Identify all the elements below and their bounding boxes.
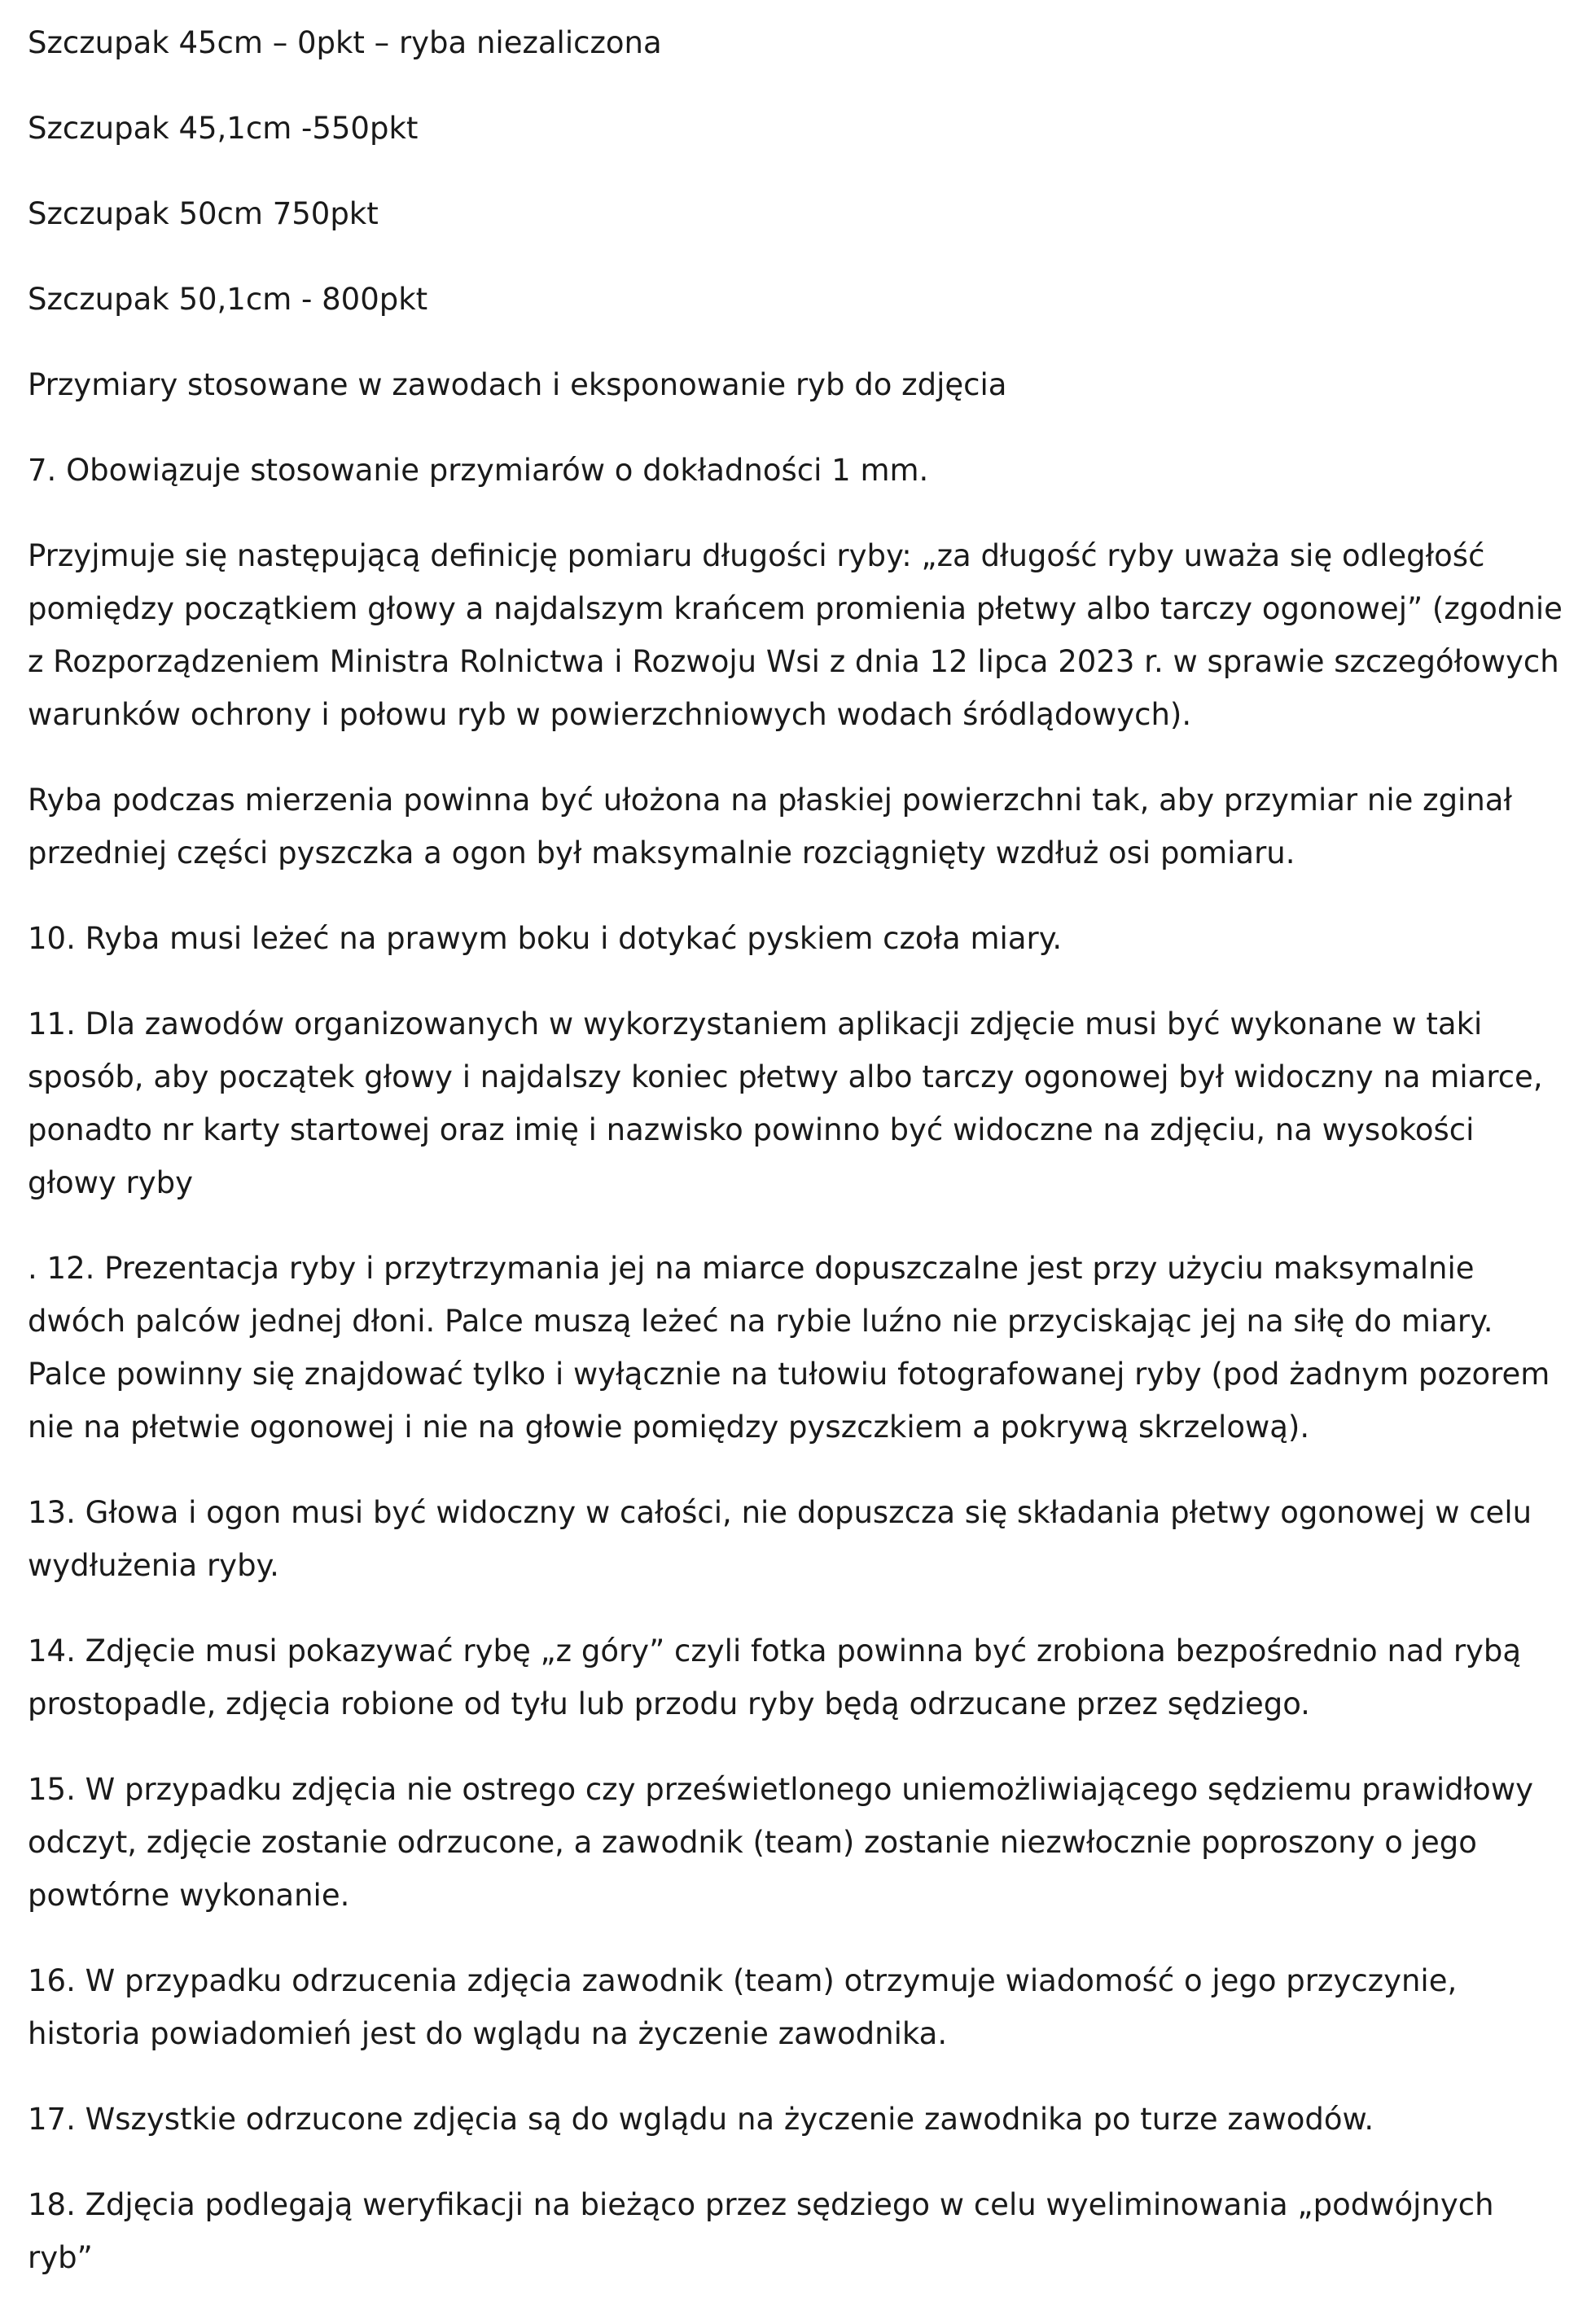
text-line: 11. Dla zawodów organizowanych w wykorzystaniem aplikacji zdjęcie musi być wykonane w taki	[28, 1006, 1483, 1041]
text-line: ponadto nr karty startowej oraz imię i nazwisko powinno być widoczne na zdjęciu, na wysokości	[28, 1112, 1475, 1147]
document-page	[28, 16, 1563, 2317]
text-line: Ryba podczas mierzenia powinna być ułożona na płaskiej powierzchni tak, aby przymiar nie zginał	[28, 783, 1512, 818]
text-line: wydłużenia ryby.	[28, 1548, 279, 1583]
text-line: nie na płetwie ogonowej i nie na głowie pomiędzy pyszczkiem a pokrywą skrzelową).	[28, 1410, 1310, 1445]
paragraph-rule-12	[28, 1242, 1563, 1454]
paragraph-measuring	[28, 774, 1563, 879]
text-line: Szczupak 45cm – 0pkt – ryba niezaliczona	[28, 25, 662, 60]
text-line: 10. Ryba musi leżeć na prawym boku i dotykać pyskiem czoła miary.	[28, 921, 1063, 956]
text-line: warunków ochrony i połowu ryb w powierzchniowych wodach śródlądowych).	[28, 697, 1192, 732]
paragraph-score-1	[28, 16, 1563, 69]
text-line: 13. Głowa i ogon musi być widoczny w całości, nie dopuszcza się składania płetwy ogonowej w celu	[28, 1495, 1532, 1530]
text-line: dwóch palców jednej dłoni. Palce muszą leżeć na rybie luźno nie przyciskając jej na siłę do miary.	[28, 1304, 1493, 1339]
text-line: pomiędzy początkiem głowy a najdalszym krańcem promienia płetwy albo tarczy ogonowej” (zgodnie	[28, 591, 1563, 626]
text-line: 17. Wszystkie odrzucone zdjęcia są do wglądu na życzenie zawodnika po turze zawodów.	[28, 2102, 1374, 2137]
text-line: 7. Obowiązuje stosowanie przymiarów o dokładności 1 mm.	[28, 453, 929, 488]
text-line: 15. W przypadku zdjęcia nie ostrego czy prześwietlonego uniemożliwiającego sędziemu prawidłowy	[28, 1772, 1533, 1807]
text-line: odczyt, zdjęcie zostanie odrzucone, a zawodnik (team) zostanie niezwłocznie poproszony o jego	[28, 1825, 1477, 1860]
paragraph-rule-14	[28, 1625, 1563, 1730]
paragraph-rule-18	[28, 2178, 1563, 2284]
paragraph-score-2	[28, 102, 1563, 155]
paragraph-rule-11	[28, 998, 1563, 1209]
text-line: powtórne wykonanie.	[28, 1878, 350, 1913]
text-line: Szczupak 50cm 750pkt	[28, 196, 379, 231]
paragraph-rule-17	[28, 2093, 1563, 2146]
paragraph-rule-16	[28, 1954, 1563, 2060]
text-line: z Rozporządzeniem Ministra Rolnictwa i Rozwoju Wsi z dnia 12 lipca 2023 r. w sprawie szczegółowych	[28, 644, 1559, 679]
text-line: 18. Zdjęcia podlegają weryfikacji na bieżąco przez sędziego w celu wyeliminowania „podwójnych	[28, 2187, 1494, 2222]
paragraph-rule-15	[28, 1763, 1563, 1922]
text-line: historia powiadomień jest do wglądu na życzenie zawodnika.	[28, 2016, 948, 2051]
paragraph-definition	[28, 529, 1563, 741]
paragraph-rule-13	[28, 1486, 1563, 1592]
text-line: ryb”	[28, 2240, 93, 2275]
text-line: prostopadle, zdjęcia robione od tyłu lub przodu ryby będą odrzucane przez sędziego.	[28, 1686, 1310, 1721]
paragraph-rule-7	[28, 444, 1563, 497]
text-line: Szczupak 45,1cm -550pkt	[28, 111, 419, 146]
text-line: Palce powinny się znajdować tylko i wyłącznie na tułowiu fotografowanej ryby (pod żadnym pozorem	[28, 1357, 1550, 1392]
text-line: Szczupak 50,1cm - 800pkt	[28, 282, 428, 317]
text-line: sposób, aby początek głowy i najdalszy koniec płetwy albo tarczy ogonowej był widoczny na miarce,	[28, 1059, 1543, 1094]
paragraph-rule-10	[28, 912, 1563, 965]
paragraph-score-4	[28, 273, 1563, 326]
section-heading	[28, 358, 1563, 411]
paragraph-score-3	[28, 187, 1563, 240]
text-line: Przyjmuje się następującą definicję pomiaru długości ryby: „za długość ryby uważa się odległość	[28, 538, 1485, 573]
text-line: Przymiary stosowane w zawodach i eksponowanie ryb do zdjęcia	[28, 367, 1007, 402]
text-line: przedniej części pyszczka a ogon był maksymalnie rozciągnięty wzdłuż osi pomiaru.	[28, 835, 1295, 870]
text-line: 14. Zdjęcie musi pokazywać rybę „z góry” czyli fotka powinna być zrobiona bezpośrednio nad rybą	[28, 1633, 1522, 1668]
text-line: . 12. Prezentacja ryby i przytrzymania jej na miarce dopuszczalne jest przy użyciu maksymalnie	[28, 1251, 1475, 1286]
text-line: głowy ryby	[28, 1165, 194, 1200]
text-line: 16. W przypadku odrzucenia zdjęcia zawodnik (team) otrzymuje wiadomość o jego przyczynie,	[28, 1963, 1458, 1998]
